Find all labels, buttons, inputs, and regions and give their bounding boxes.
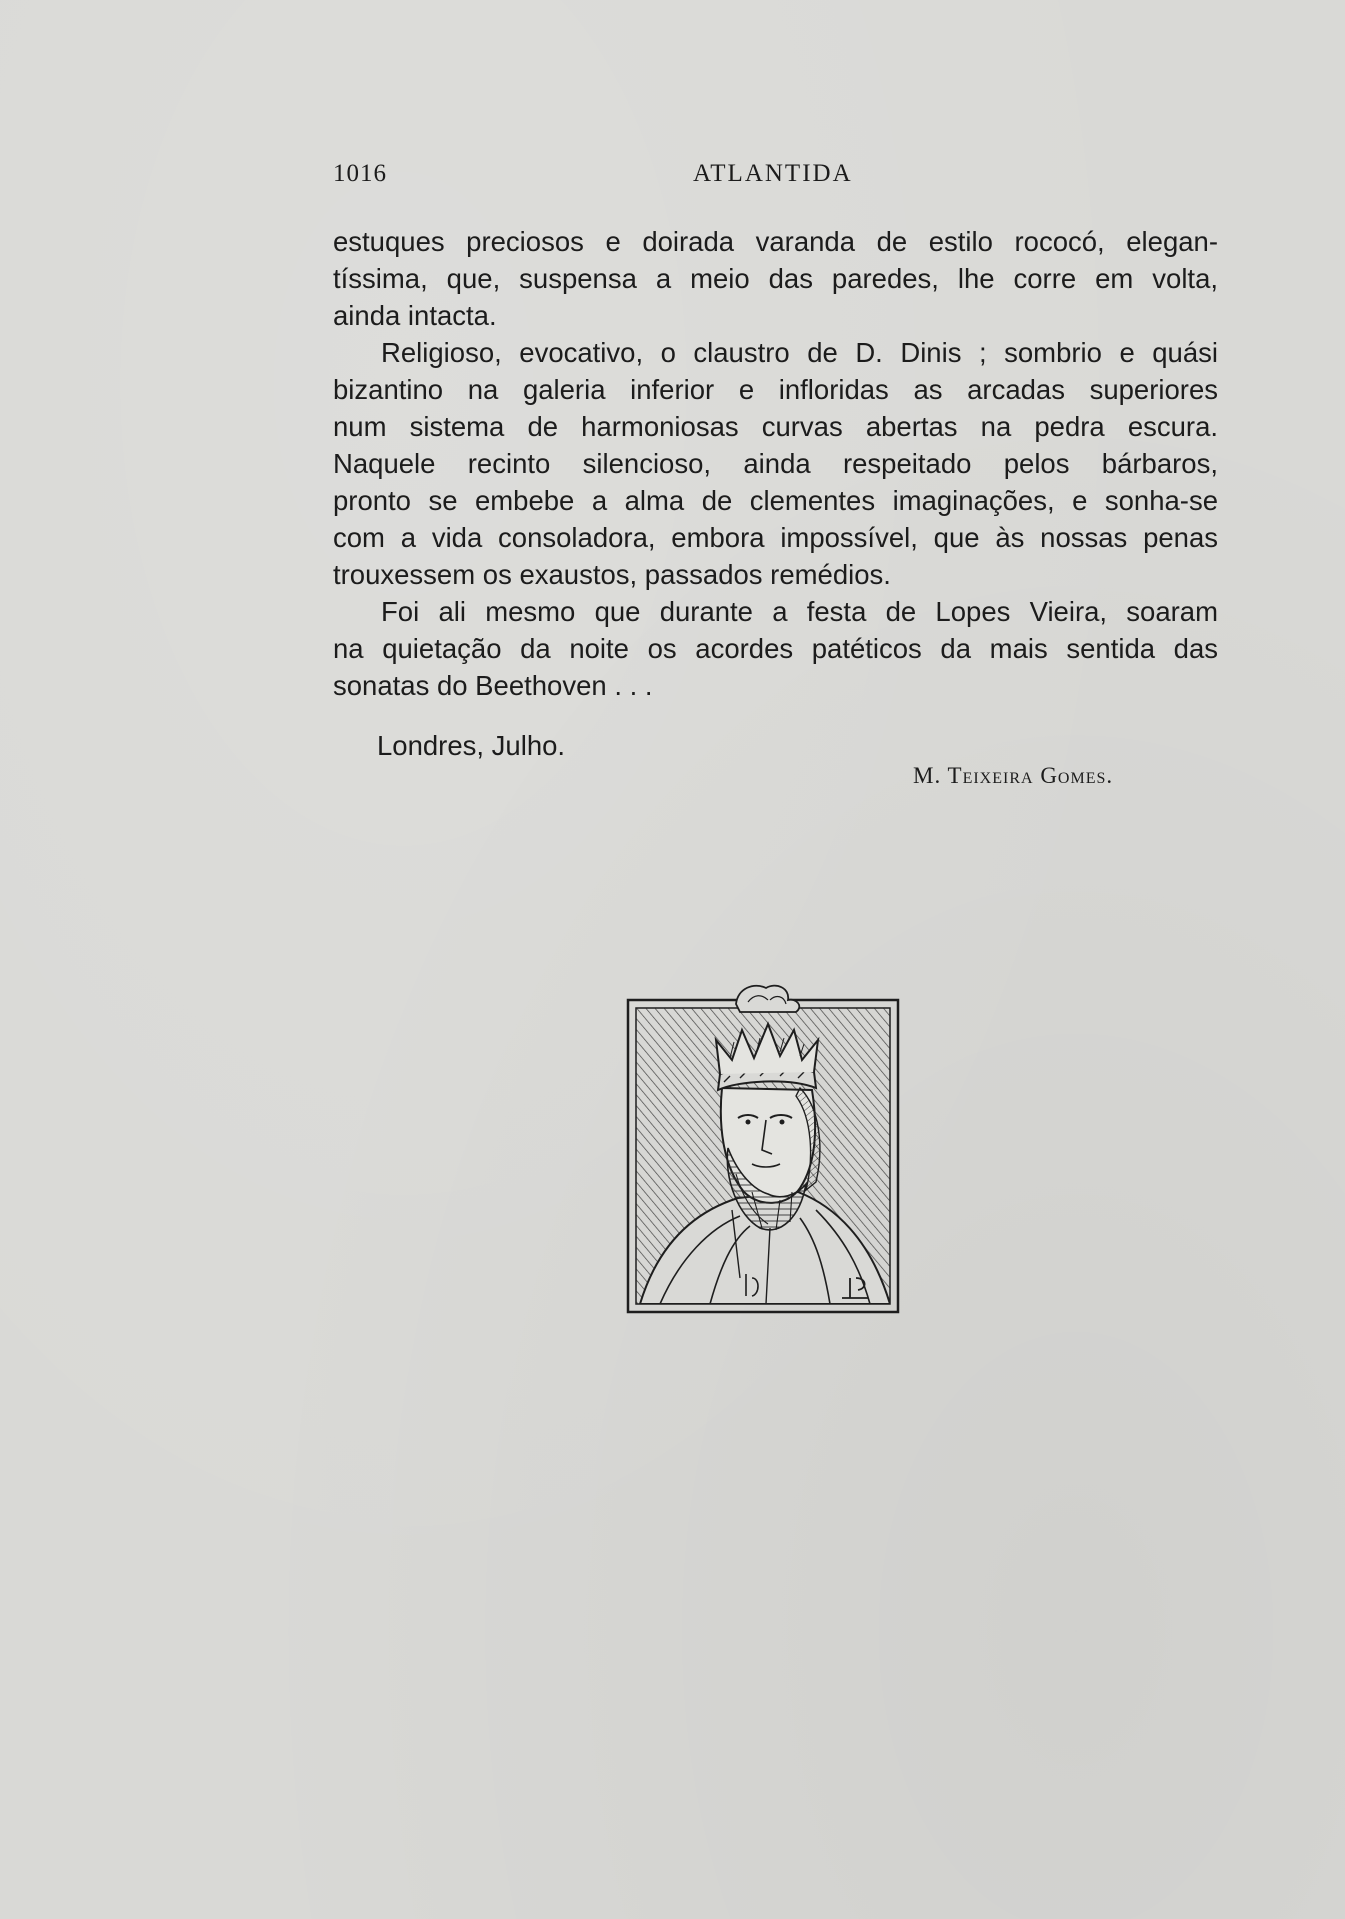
text-line: Naquele recinto silencioso, ainda respeitado pelos bárbaros, xyxy=(333,448,1218,479)
article-body xyxy=(333,223,1218,704)
running-head xyxy=(333,160,1218,194)
text-line: sonatas do Beethoven . . . xyxy=(333,670,653,701)
text-line: num sistema de harmoniosas curvas abertas na pedra escura. xyxy=(333,411,1218,442)
text-line: trouxessem os exaustos, passados remédios. xyxy=(333,559,891,590)
paragraph-3 xyxy=(333,593,1218,704)
text-line: Foi ali mesmo que durante a festa de Lopes Vieira, soaram xyxy=(381,596,1218,627)
text-line: estuques preciosos e doirada varanda de estilo rococó, elegan- xyxy=(333,226,1218,257)
author-name: M. Teixeira Gomes. xyxy=(913,763,1114,788)
paragraph-2 xyxy=(333,334,1218,593)
text-line: pronto se embebe a alma de clementes imaginações, e sonha-se xyxy=(333,485,1218,516)
crowned-king-portrait-engraving-icon xyxy=(620,978,905,1318)
text-line: ainda intacta. xyxy=(333,300,497,331)
text-line: bizantino na galeria inferior e infloridas as arcadas superiores xyxy=(333,374,1218,405)
journal-title: ATLANTIDA xyxy=(693,160,853,187)
text-line: Religioso, evocativo, o claustro de D. Dinis ; sombrio e quási xyxy=(381,337,1218,368)
text-line: tíssima, que, suspensa a meio das paredes, lhe corre em volta, xyxy=(333,263,1218,294)
page-number: 1016 xyxy=(333,160,387,187)
place-date: Londres, Julho. xyxy=(377,730,566,761)
text-line: com a vida consoladora, embora impossível, que às nossas penas xyxy=(333,522,1218,553)
text-line: na quietação da noite os acordes patéticos da mais sentida das xyxy=(333,633,1218,664)
paragraph-1 xyxy=(333,223,1218,334)
author-signature xyxy=(913,763,1113,789)
